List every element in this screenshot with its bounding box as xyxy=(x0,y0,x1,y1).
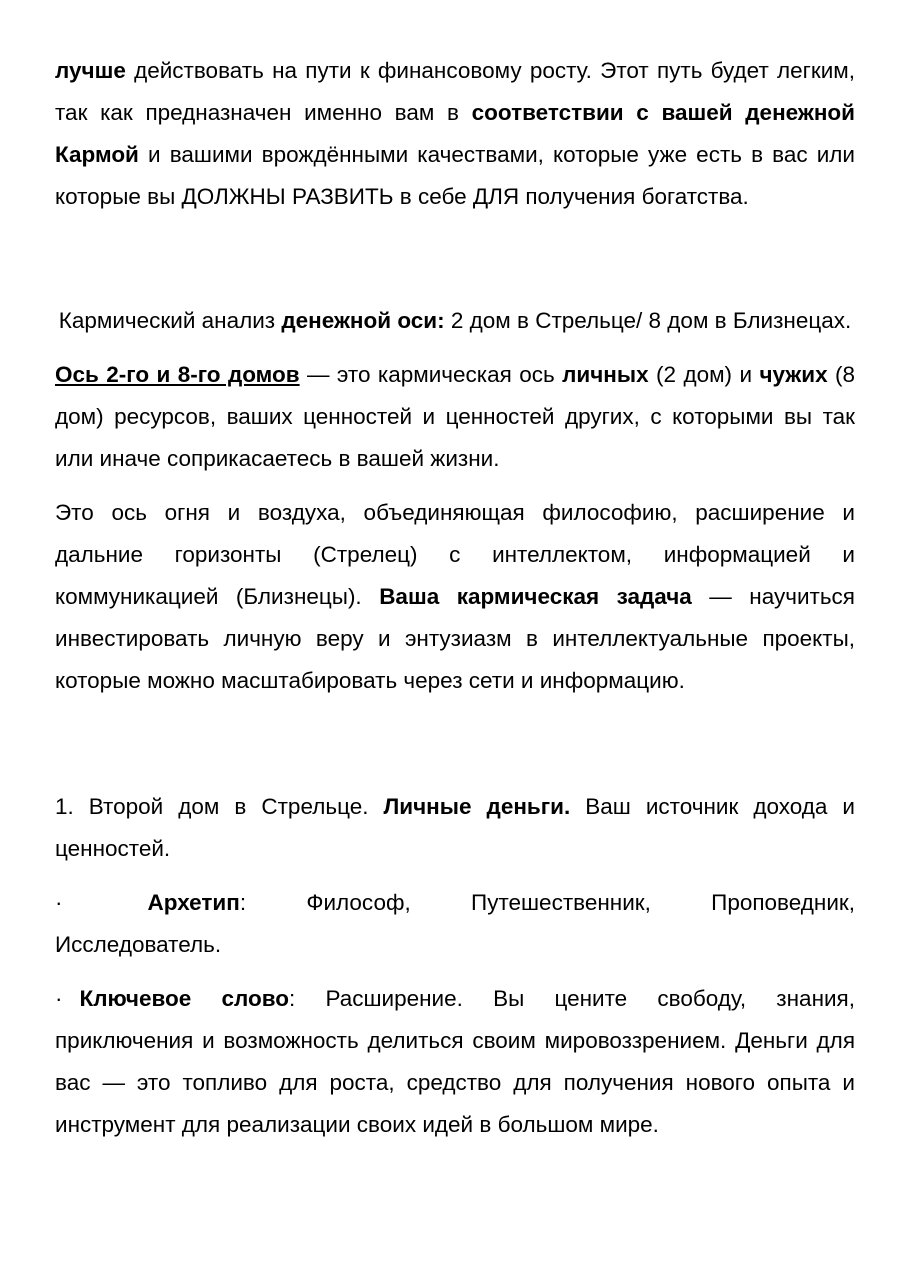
intro-bold-better: лучше xyxy=(55,58,126,83)
archetype-bullet-item xyxy=(55,882,855,966)
archetype-text: : Философ, Путешественник, Проповедник, Исследователь. xyxy=(55,890,855,957)
keyword-bullet-item xyxy=(55,978,855,1146)
axis-text-1: — это кармическая ось xyxy=(299,362,563,387)
axis-text-2: (2 дом) и xyxy=(648,362,760,387)
second-house-bold-money: Личные деньги. xyxy=(383,794,571,819)
keyword-bullet: · xyxy=(55,986,63,1011)
section-heading xyxy=(55,300,855,342)
fire-air-bold-task: Ваша кармическая задача xyxy=(379,584,692,609)
intro-text-1: действовать на пути к финансовому росту. Этот путь будет легким, так как предназначен именно вам в xyxy=(55,58,855,125)
axis-bold-underlined-title: Ось 2-го и 8-го домов xyxy=(55,362,300,387)
archetype-bold-label: Архетип xyxy=(147,890,240,915)
second-house-text-1: 1. Второй дом в Стрельце. xyxy=(55,794,384,819)
axis-text-3: (8 дом) ресурсов, ваших ценностей и ценностей других, с которыми вы так или иначе соприкасаетесь в вашей жизни. xyxy=(55,362,856,471)
keyword-bold-label: Ключевое слово xyxy=(79,986,289,1011)
fire-air-text-1: Это ось огня и воздуха, объединяющая философию, расширение и дальние горизонты (Стрелец) с интеллектом, информацией и коммуникацией (Близнецы). xyxy=(55,500,855,609)
archetype-bullet: · xyxy=(55,890,63,915)
axis-paragraph xyxy=(55,354,855,480)
axis-bold-others: чужих xyxy=(759,362,828,387)
intro-bold-karma: соответствии с вашей денежной Кармой xyxy=(55,100,855,167)
document-page xyxy=(55,50,855,1146)
second-house-paragraph xyxy=(55,786,855,870)
keyword-text: : Расширение. Вы цените свободу, знания, приключения и возможность делиться своим мировоззрением. Деньги для вас — это топливо для роста, средство для получения нового опыта и инструмент для реализации своих идей в большом мире. xyxy=(55,986,855,1137)
second-house-text-2: Ваш источник дохода и ценностей. xyxy=(55,794,855,861)
heading-bold-axis: денежной оси: xyxy=(281,308,445,333)
axis-bold-personal: личных xyxy=(562,362,649,387)
fire-air-text-2: — научиться инвестировать личную веру и энтузиазм в интеллектуальные проекты, которые можно масштабировать через сети и информацию. xyxy=(55,584,855,693)
fire-air-paragraph xyxy=(55,492,855,702)
heading-text-2: 2 дом в Стрельце/ 8 дом в Близнецах. xyxy=(444,308,852,333)
intro-paragraph xyxy=(55,50,855,218)
heading-text-1: Кармический анализ xyxy=(58,308,282,333)
intro-text-2: и вашими врождёнными качествами, которые уже есть в вас или которые вы ДОЛЖНЫ РАЗВИТЬ в себе ДЛЯ получения богатства. xyxy=(55,142,855,209)
